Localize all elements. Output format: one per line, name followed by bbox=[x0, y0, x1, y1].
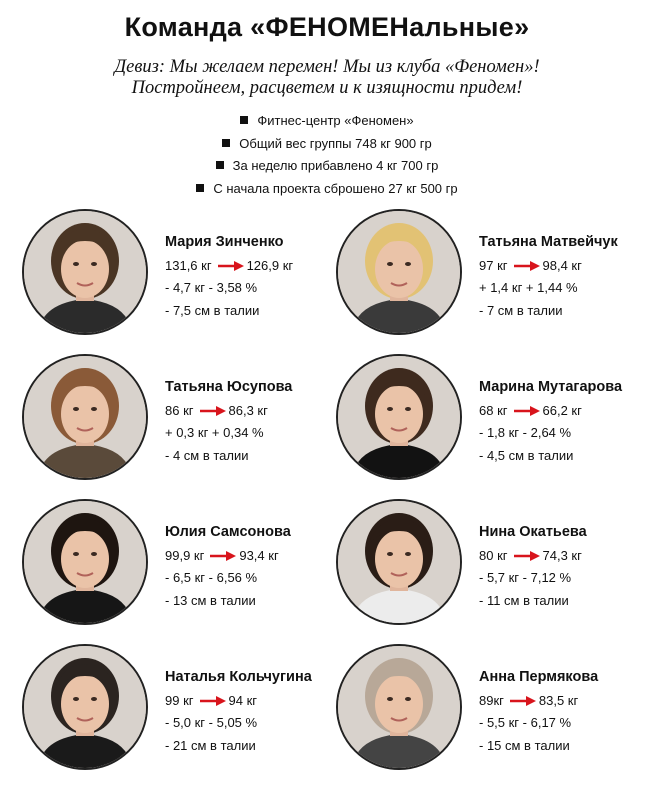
arrow-right-icon bbox=[514, 406, 540, 416]
participant-photo bbox=[22, 499, 148, 625]
participant-name: Наталья Кольчугина bbox=[165, 669, 312, 685]
participant-info bbox=[479, 231, 618, 322]
participant-info bbox=[479, 521, 587, 612]
weight-change: - 5,0 кг - 5,05 % bbox=[165, 715, 258, 730]
start-weight: 99,9 кг bbox=[165, 547, 205, 563]
fact-item bbox=[0, 178, 654, 201]
participant-info bbox=[165, 231, 293, 322]
arrow-right-icon bbox=[200, 406, 226, 416]
fact-text: За неделю прибавлено 4 кг 700 гр bbox=[232, 158, 439, 174]
participant-name: Марина Мутагарова bbox=[479, 379, 623, 395]
bullet-square-icon bbox=[240, 116, 248, 124]
waist-change: - 15 см в талии bbox=[479, 737, 570, 753]
waist-change: - 7 см в талии bbox=[479, 302, 563, 318]
participant-info bbox=[165, 376, 292, 467]
arrow-right-icon bbox=[514, 261, 540, 271]
end-weight: 126,9 кг bbox=[246, 257, 294, 273]
waist-change: - 11 см в талии bbox=[479, 592, 569, 608]
participant-photo bbox=[336, 354, 462, 480]
end-weight: 74,3 кг bbox=[542, 547, 582, 563]
start-weight: 89кг bbox=[479, 692, 504, 708]
start-weight: 80 кг bbox=[479, 547, 508, 563]
motto-line-2: Постройнеем, расцветем и к изящности придем! bbox=[131, 78, 523, 98]
participant-name: Юлия Самсонова bbox=[165, 524, 291, 540]
weight-row bbox=[165, 400, 292, 423]
waist-change: - 13 см в талии bbox=[165, 592, 256, 608]
waist-change: - 4,5 см в талии bbox=[479, 447, 574, 463]
participant-photo bbox=[22, 354, 148, 480]
bullet-square-icon bbox=[216, 161, 224, 169]
start-weight: 68 кг bbox=[479, 402, 508, 418]
weight-row bbox=[479, 690, 598, 713]
fact-text: С начала проекта сброшено 27 кг 500 гр bbox=[213, 181, 458, 197]
weight-row bbox=[165, 690, 312, 713]
start-weight: 99 кг bbox=[165, 692, 194, 708]
motto bbox=[0, 57, 654, 99]
weight-change: + 0,3 кг + 0,34 % bbox=[165, 425, 264, 440]
weight-change: - 5,5 кг - 6,17 % bbox=[479, 715, 572, 730]
participant-info bbox=[479, 376, 622, 467]
end-weight: 94 кг bbox=[228, 692, 258, 708]
participant-name: Татьяна Матвейчук bbox=[479, 234, 618, 250]
waist-change: - 4 см в талии bbox=[165, 447, 249, 463]
fact-item bbox=[0, 133, 654, 156]
participant-photo bbox=[22, 644, 148, 770]
arrow-right-icon bbox=[210, 551, 236, 561]
weight-change: - 5,7 кг - 7,12 % bbox=[479, 570, 572, 585]
fact-text: Фитнес-центр «Феномен» bbox=[257, 113, 414, 128]
arrow-right-icon bbox=[514, 551, 540, 561]
weight-row bbox=[479, 255, 618, 278]
participant-info bbox=[479, 666, 598, 757]
end-weight: 83,5 кг bbox=[538, 692, 579, 708]
start-weight: 86 кг bbox=[165, 402, 194, 418]
arrow-right-icon bbox=[200, 696, 226, 706]
fact-item bbox=[0, 110, 654, 133]
participant-info bbox=[165, 666, 312, 757]
bullet-square-icon bbox=[196, 184, 204, 192]
weight-change: - 1,8 кг - 2,64 % bbox=[479, 425, 572, 440]
facts-list bbox=[0, 110, 654, 201]
weight-row bbox=[165, 545, 291, 568]
weight-change: + 1,4 кг + 1,44 % bbox=[479, 280, 578, 295]
participant-name: Анна Пермякова bbox=[479, 669, 599, 685]
start-weight: 97 кг bbox=[479, 257, 508, 273]
weight-change: - 6,5 кг - 6,56 % bbox=[165, 570, 258, 585]
participant-photo bbox=[336, 209, 462, 335]
motto-line-1: Девиз: Мы желаем перемен! Мы из клуба «Феномен»! bbox=[114, 57, 540, 77]
waist-change: - 21 см в талии bbox=[165, 737, 256, 753]
waist-change: - 7,5 см в талии bbox=[165, 302, 260, 318]
participant-name: Мария Зинченко bbox=[165, 234, 284, 250]
weight-row bbox=[479, 545, 587, 568]
participant-name: Нина Окатьева bbox=[479, 524, 587, 540]
bullet-square-icon bbox=[222, 139, 230, 147]
end-weight: 98,4 кг bbox=[542, 257, 582, 273]
participant-photo bbox=[22, 209, 148, 335]
weight-row bbox=[165, 255, 293, 278]
participant-name: Татьяна Юсупова bbox=[165, 379, 293, 395]
participant-photo bbox=[336, 499, 462, 625]
page-title: Команда «ФЕНОМЕНальные» bbox=[124, 12, 530, 42]
weight-change: - 4,7 кг - 3,58 % bbox=[165, 280, 258, 295]
end-weight: 86,3 кг bbox=[228, 402, 268, 418]
participant-photo bbox=[336, 644, 462, 770]
arrow-right-icon bbox=[510, 696, 536, 706]
start-weight: 131,6 кг bbox=[165, 257, 212, 273]
end-weight: 66,2 кг bbox=[542, 402, 582, 418]
weight-row bbox=[479, 400, 622, 423]
end-weight: 93,4 кг bbox=[239, 547, 279, 563]
fact-text: Общий вес группы 748 кг 900 гр bbox=[239, 135, 432, 151]
participant-info bbox=[165, 521, 291, 612]
arrow-right-icon bbox=[218, 261, 244, 271]
fact-item bbox=[0, 155, 654, 178]
